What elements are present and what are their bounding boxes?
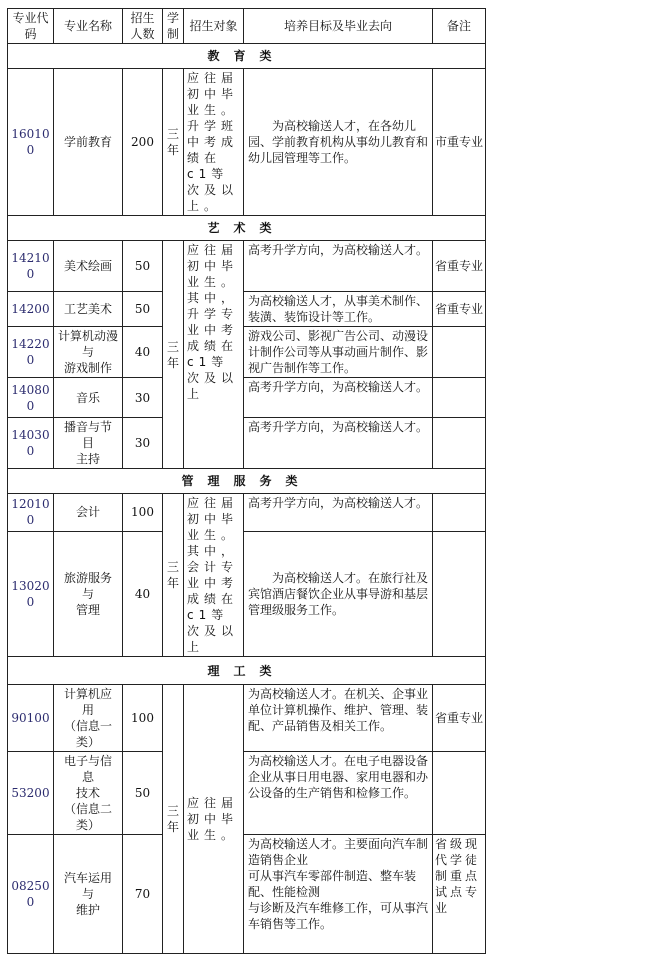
count-cell: 100 <box>123 494 163 532</box>
header-desc: 培养目标及毕业去向 <box>244 9 433 44</box>
name-cell: 计算机应 用 （信息一 类） <box>54 685 123 752</box>
duration-cell: 三年 <box>163 685 184 954</box>
count-cell: 200 <box>123 69 163 216</box>
table-row <box>8 752 486 835</box>
code-cell: 082500 <box>8 835 54 954</box>
desc-cell: 高考升学方向，为高校输送人才。 <box>244 241 433 292</box>
desc-cell: 游戏公司、影视广告公司、动漫设计制作公司等从事动画片制作、影视广告制作等工作。 <box>244 327 433 378</box>
note-cell: 省级现代学徒制重点试点专业 <box>433 835 486 954</box>
table-row <box>8 241 486 292</box>
table-row <box>8 69 486 216</box>
header-target: 招生对象 <box>184 9 244 44</box>
target-cell: 应往届初中毕业生。其中，会计专业中考成绩在c1等次及以上 <box>184 494 244 657</box>
count-cell: 30 <box>123 418 163 469</box>
header-code: 专业代码 <box>8 9 54 44</box>
table-row <box>8 292 486 327</box>
name-cell: 计算机动漫 与 游戏制作 <box>54 327 123 378</box>
name-cell: 汽车运用 与 维护 <box>54 835 123 954</box>
note-cell: 市重专业 <box>433 69 486 216</box>
code-cell: 142100 <box>8 241 54 292</box>
code-cell: 160100 <box>8 69 54 216</box>
count-cell: 100 <box>123 685 163 752</box>
desc-cell: 高考升学方向，为高校输送人才。 <box>244 378 433 418</box>
table-row <box>8 327 486 378</box>
enrollment-table <box>7 8 486 954</box>
desc-cell: 高考升学方向，为高校输送人才。 <box>244 494 433 532</box>
note-cell <box>433 418 486 469</box>
desc-cell: 高考升学方向，为高校输送人才。 <box>244 418 433 469</box>
code-cell: 120100 <box>8 494 54 532</box>
desc-cell: 为高校输送人才。主要面向汽车制造销售企业 可从事汽车零部件制造、整车装配、性能检测 与诊断及汽车维修工作，可从事汽车销售等工作。 <box>244 835 433 954</box>
code-cell: 53200 <box>8 752 54 835</box>
header-name: 专业名称 <box>54 9 123 44</box>
target-cell: 应往届初中毕业生。 <box>184 685 244 954</box>
name-cell: 播音与节 目 主持 <box>54 418 123 469</box>
duration-cell: 三年 <box>163 69 184 216</box>
desc-cell: 为高校输送人才。在旅行社及宾馆酒店餐饮企业从事导游和基层管理级服务工作。 <box>244 531 433 656</box>
count-cell: 40 <box>123 531 163 656</box>
name-cell: 旅游服务 与 管理 <box>54 531 123 656</box>
desc-cell: 为高校输送人才。在电子电器设备企业从事日用电器、家用电器和办公设备的生产销售和检修工作。 <box>244 752 433 835</box>
name-cell: 工艺美术 <box>54 292 123 327</box>
desc-cell: 为高校输送人才，从事美术制作、装潢、装饰设计等工作。 <box>244 292 433 327</box>
note-cell <box>433 378 486 418</box>
code-cell: 130200 <box>8 531 54 656</box>
count-cell: 70 <box>123 835 163 954</box>
note-cell <box>433 494 486 532</box>
header-duration: 学制 <box>163 9 184 44</box>
header-count: 招生人数 <box>123 9 163 44</box>
count-cell: 40 <box>123 327 163 378</box>
category-management: 管理服务类 <box>8 469 486 494</box>
table-row <box>8 835 486 954</box>
note-cell <box>433 531 486 656</box>
code-cell: 142200 <box>8 327 54 378</box>
table-row <box>8 418 486 469</box>
table-row <box>8 685 486 752</box>
count-cell: 50 <box>123 241 163 292</box>
table-row <box>8 378 486 418</box>
name-cell: 学前教育 <box>54 69 123 216</box>
header-note: 备注 <box>433 9 486 44</box>
target-cell: 应往届初中毕业生。其中，升学专业中考成绩在c1等次及以上 <box>184 241 244 469</box>
category-education: 教育类 <box>8 44 486 69</box>
note-cell: 省重专业 <box>433 685 486 752</box>
note-cell <box>433 752 486 835</box>
note-cell <box>433 327 486 378</box>
name-cell: 音乐 <box>54 378 123 418</box>
desc-cell: 为高校输送人才。在机关、企事业单位计算机操作、维护、管理、装配、产品销售及相关工作。 <box>244 685 433 752</box>
name-cell: 会计 <box>54 494 123 532</box>
code-cell: 140300 <box>8 418 54 469</box>
name-cell: 电子与信 息 技术 （信息二 类） <box>54 752 123 835</box>
count-cell: 50 <box>123 752 163 835</box>
count-cell: 50 <box>123 292 163 327</box>
count-cell: 30 <box>123 378 163 418</box>
target-cell: 应往届初中毕业生。升学班中考成绩在c1等次及以上。 <box>184 69 244 216</box>
category-science: 理工类 <box>8 657 486 685</box>
category-art: 艺术类 <box>8 216 486 241</box>
table-row <box>8 531 486 656</box>
note-cell: 省重专业 <box>433 292 486 327</box>
code-cell: 14200 <box>8 292 54 327</box>
note-cell: 省重专业 <box>433 241 486 292</box>
header-row <box>8 9 486 44</box>
duration-cell: 三年 <box>163 241 184 469</box>
code-cell: 140800 <box>8 378 54 418</box>
desc-cell: 为高校输送人才，在各幼儿园、学前教育机构从事幼儿教育和幼儿园管理等工作。 <box>244 69 433 216</box>
code-cell: 90100 <box>8 685 54 752</box>
table-row <box>8 494 486 532</box>
duration-cell: 三年 <box>163 494 184 657</box>
name-cell: 美术绘画 <box>54 241 123 292</box>
